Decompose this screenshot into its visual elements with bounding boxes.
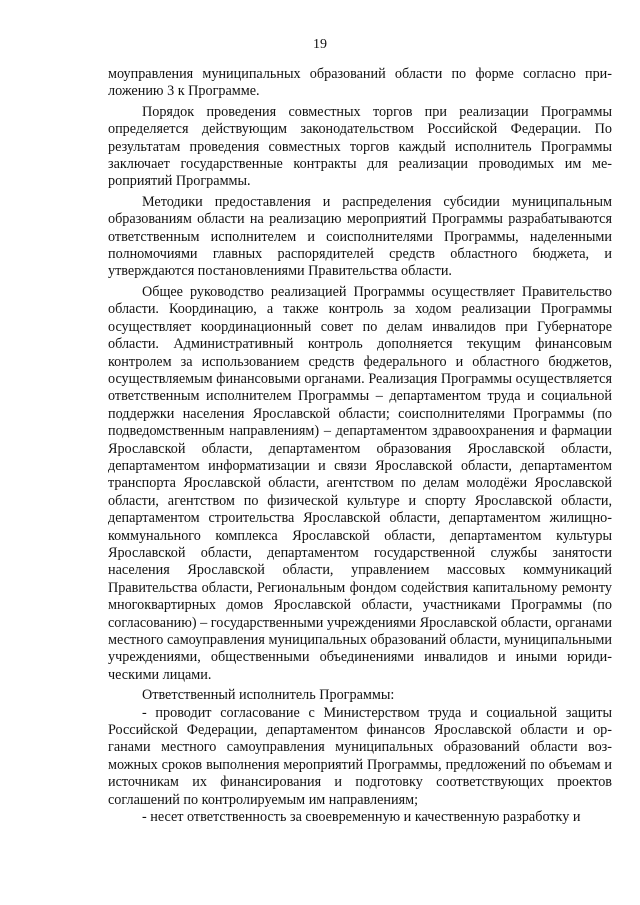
list-item-responsibility: - несет ответственность за своевременную и качественную разработку и [142, 809, 581, 826]
document-body [108, 66, 612, 826]
paragraph-responsible-executor-heading: Ответственный исполнитель Программы: [142, 687, 395, 704]
page-number: 19 [313, 37, 327, 52]
paragraph-subsidy-methods: Методики предоставления и распределения субсидии муниципальным образованиям области на реализацию мероприятий Программы разрабатываются ответственным исполнителем и соисполнителями Программы, наделенными полномочиями главных распорядителей средств областного бюджета, и утверждаются постановлениями Правительства области. [108, 193, 612, 280]
paragraph-continuation: моуправления муниципальных образований области по форме согласно приложению 3 к Программе. [108, 66, 612, 100]
paragraph-general-management: Общее руководство реализацией Программы осуществляет Правительство области. Координацию, а также контроль за ходом реализации Программы осуществляет координационный совет по делам инвалидов при Губернаторе области. Административный контроль дополняется текущим финансовым контролем за использованием средств федерального и областного бюджетов, осуществляемым финансовыми органами. Реализация Программы осуществляется ответственным исполнителем Программы – департаментом труда и социальной поддержки населения Ярославской области; соисполнителями Программы (по подведомственным направлениям) – департаментом здравоохранения и фармации Ярославской области, департаментом образования Ярославской области, департаментом информатизации и связи Ярославской области, департаментом транспорта Ярославской области, агентством по делам молодёжи Ярославской области, агентством по физической культуре и спорту Ярославской области, департаментом строительства Ярославской области, департаментом жилищно-коммунального комплекса Ярославской области, департаментом культуры Ярославской области, департаментом государственной службы занятости населения Ярославской области, управлением массовых коммуникаций Правительства области, Региональным фондом содействия капитальному ремонту многоквартирных домов Ярославской области, участниками Программы (по согласованию) – государственными учреждениями Ярославской области, органами местного самоуправления муниципальных образований области, муниципальными учреждениями, общественными объединениями инвалидов и иными юридическими лицами. [108, 283, 612, 683]
paragraph-joint-tenders: Порядок проведения совместных торгов при реализации Программы определяется действующим законодательством Российской Федерации. По результатам проведения совместных торгов каждый исполнитель Программы заключает государственные контракты для реализации проводимых им мероприятий Программы. [108, 103, 612, 190]
list-item-coordination: - проводит согласование с Министерством труда и социальной защиты Российской Федерации, департаментом финансов Ярославской области и органами местного самоуправления муниципальных образований области возможных сроков выполнения мероприятий Программы, предложений по объемам и источникам их финансирования и подготовку соответствующих проектов соглашений по контролируемым им направлениям; [108, 704, 612, 808]
